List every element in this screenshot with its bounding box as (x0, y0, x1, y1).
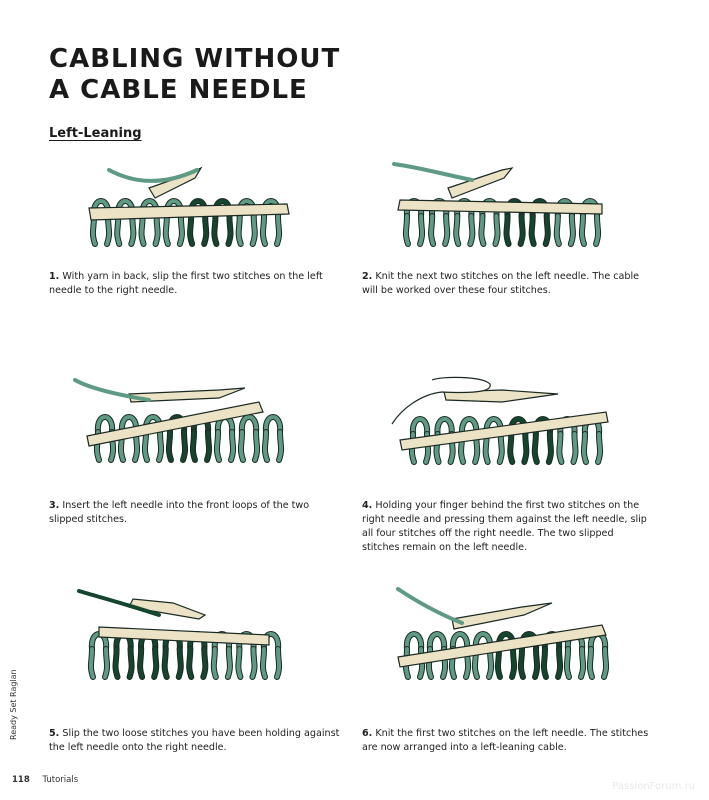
stitch-leg (406, 216, 408, 244)
step-6-text: Knit the first two stitches on the left needle. The stitches are now arranged into a left-leaning cable. (362, 728, 649, 753)
stitch-leg (214, 216, 216, 244)
working-yarn (75, 380, 149, 400)
step-3-number: 3. (49, 500, 60, 511)
watermark: PassionForum.ru (612, 781, 695, 792)
step-2-caption (362, 270, 654, 298)
stitch-leg (420, 216, 422, 244)
stitch-leg (193, 432, 195, 460)
right-needle (448, 168, 512, 198)
stitch-leg (495, 216, 497, 244)
stitch-leg (544, 649, 546, 677)
stitch-leg (165, 649, 167, 677)
step-5 (49, 585, 339, 755)
stitch-leg (91, 649, 93, 677)
stitch-leg (535, 649, 537, 677)
stitch-leg (456, 216, 458, 244)
step-5-caption (49, 727, 341, 755)
stitch-leg (567, 649, 569, 677)
step-5-illustration (49, 585, 339, 700)
stitch-leg (189, 649, 191, 677)
stitch-leg (277, 216, 279, 244)
step-5-number: 5. (49, 728, 60, 739)
stitch-leg (241, 432, 243, 460)
stitch-leg (521, 216, 523, 244)
stitch-leg (263, 649, 265, 677)
stitch-leg (117, 216, 119, 244)
stitch-leg (115, 649, 117, 677)
stitch-leg (596, 216, 598, 244)
step-3 (49, 370, 339, 530)
stitch-leg (190, 216, 192, 244)
stitch-leg (498, 649, 500, 677)
stitch-leg (279, 432, 281, 460)
right-needle (452, 603, 552, 629)
stitch-leg (549, 434, 551, 462)
stitch-leg (604, 649, 606, 677)
stitch-leg (581, 649, 583, 677)
step-1-illustration (49, 158, 339, 258)
stitch-leg (231, 432, 233, 460)
step-1-number: 1. (49, 271, 60, 282)
step-3-illustration (49, 370, 339, 475)
stitch-leg (470, 216, 472, 244)
stitch-leg (521, 649, 523, 677)
step-6 (362, 585, 652, 755)
step-6-illustration (362, 585, 652, 700)
stitch-leg (253, 216, 255, 244)
stitch-leg (145, 432, 147, 460)
stitch-leg (277, 649, 279, 677)
left-needle (99, 627, 269, 645)
stitch-leg (524, 434, 526, 462)
stitch-leg (204, 216, 206, 244)
working-yarn (398, 589, 462, 623)
step-6-number: 6. (362, 728, 373, 739)
stitch-leg (512, 649, 514, 677)
stitch-leg (207, 432, 209, 460)
stitch-leg (203, 649, 205, 677)
stitch-leg (166, 216, 168, 244)
stitch-leg (445, 216, 447, 244)
side-label: Ready Set Raglan (9, 669, 18, 740)
working-yarn (394, 164, 472, 180)
section-subtitle: Left-Leaning (49, 126, 142, 141)
stitch-leg (255, 432, 257, 460)
step-4-illustration (362, 368, 652, 473)
stitch-leg (130, 649, 132, 677)
stitch-leg (228, 649, 230, 677)
stitch-leg (590, 649, 592, 677)
stitch-leg (154, 649, 156, 677)
step-2-text: Knit the next two stitches on the left needle. The cable will be worked over these four stitches. (362, 271, 640, 296)
stitch-leg (238, 649, 240, 677)
stitch-leg (169, 432, 171, 460)
stitch-leg (265, 432, 267, 460)
stitch-leg (217, 432, 219, 460)
stitch-leg (571, 216, 573, 244)
stitch-leg (159, 432, 161, 460)
stitch-leg (252, 649, 254, 677)
stitch-leg (535, 434, 537, 462)
step-4-text: Holding your finger behind the first two stitches on the right needle and pressing them against the left needle, slip all four stitches off the right needle. The two slipped stitches remain on the left needle. (362, 500, 647, 553)
step-3-caption (49, 499, 341, 527)
step-1-text: With yarn in back, slip the first two stitches on the left needle to the right needle. (49, 271, 323, 296)
stitch-leg (156, 216, 158, 244)
stitch-leg (546, 216, 548, 244)
step-2-number: 2. (362, 271, 373, 282)
stitch-leg (481, 216, 483, 244)
stitch-leg (510, 434, 512, 462)
stitch-leg (179, 649, 181, 677)
step-2 (362, 158, 652, 303)
step-5-text: Slip the two loose stitches you have been holding against the left needle onto the right needle. (49, 728, 340, 753)
page-footer (12, 775, 78, 785)
footer-section: Tutorials (42, 775, 79, 785)
stitch-leg (141, 216, 143, 244)
step-3-text: Insert the left needle into the front loops of the two slipped stitches. (49, 500, 310, 525)
stitch-leg (180, 216, 182, 244)
stitch-leg (557, 216, 559, 244)
stitch-leg (228, 216, 230, 244)
stitch-leg (584, 434, 586, 462)
title-line-1: CABLING WITHOUT (49, 44, 341, 74)
stitch-leg (559, 434, 561, 462)
stitch-leg (573, 434, 575, 462)
stitch-leg (500, 434, 502, 462)
step-1-caption (49, 270, 341, 298)
stitch-leg (140, 649, 142, 677)
stitch-leg (431, 216, 433, 244)
step-4 (362, 368, 652, 558)
stitch-leg (105, 649, 107, 677)
stitch-leg (183, 432, 185, 460)
stitch-leg (263, 216, 265, 244)
title-line-2: A CABLE NEEDLE (49, 75, 308, 105)
page-number: 118 (12, 775, 30, 785)
step-1 (49, 158, 339, 303)
page-title (49, 44, 340, 106)
step-2-illustration (362, 158, 652, 258)
stitch-leg (131, 216, 133, 244)
stitch-leg (214, 649, 216, 677)
step-4-caption (362, 499, 654, 555)
stitch-leg (532, 216, 534, 244)
stitch-leg (239, 216, 241, 244)
stitch-leg (107, 216, 109, 244)
step-4-number: 4. (362, 500, 373, 511)
stitch-leg (506, 216, 508, 244)
step-6-caption (362, 727, 654, 755)
stitch-leg (598, 434, 600, 462)
stitch-leg (558, 649, 560, 677)
stitch-leg (582, 216, 584, 244)
